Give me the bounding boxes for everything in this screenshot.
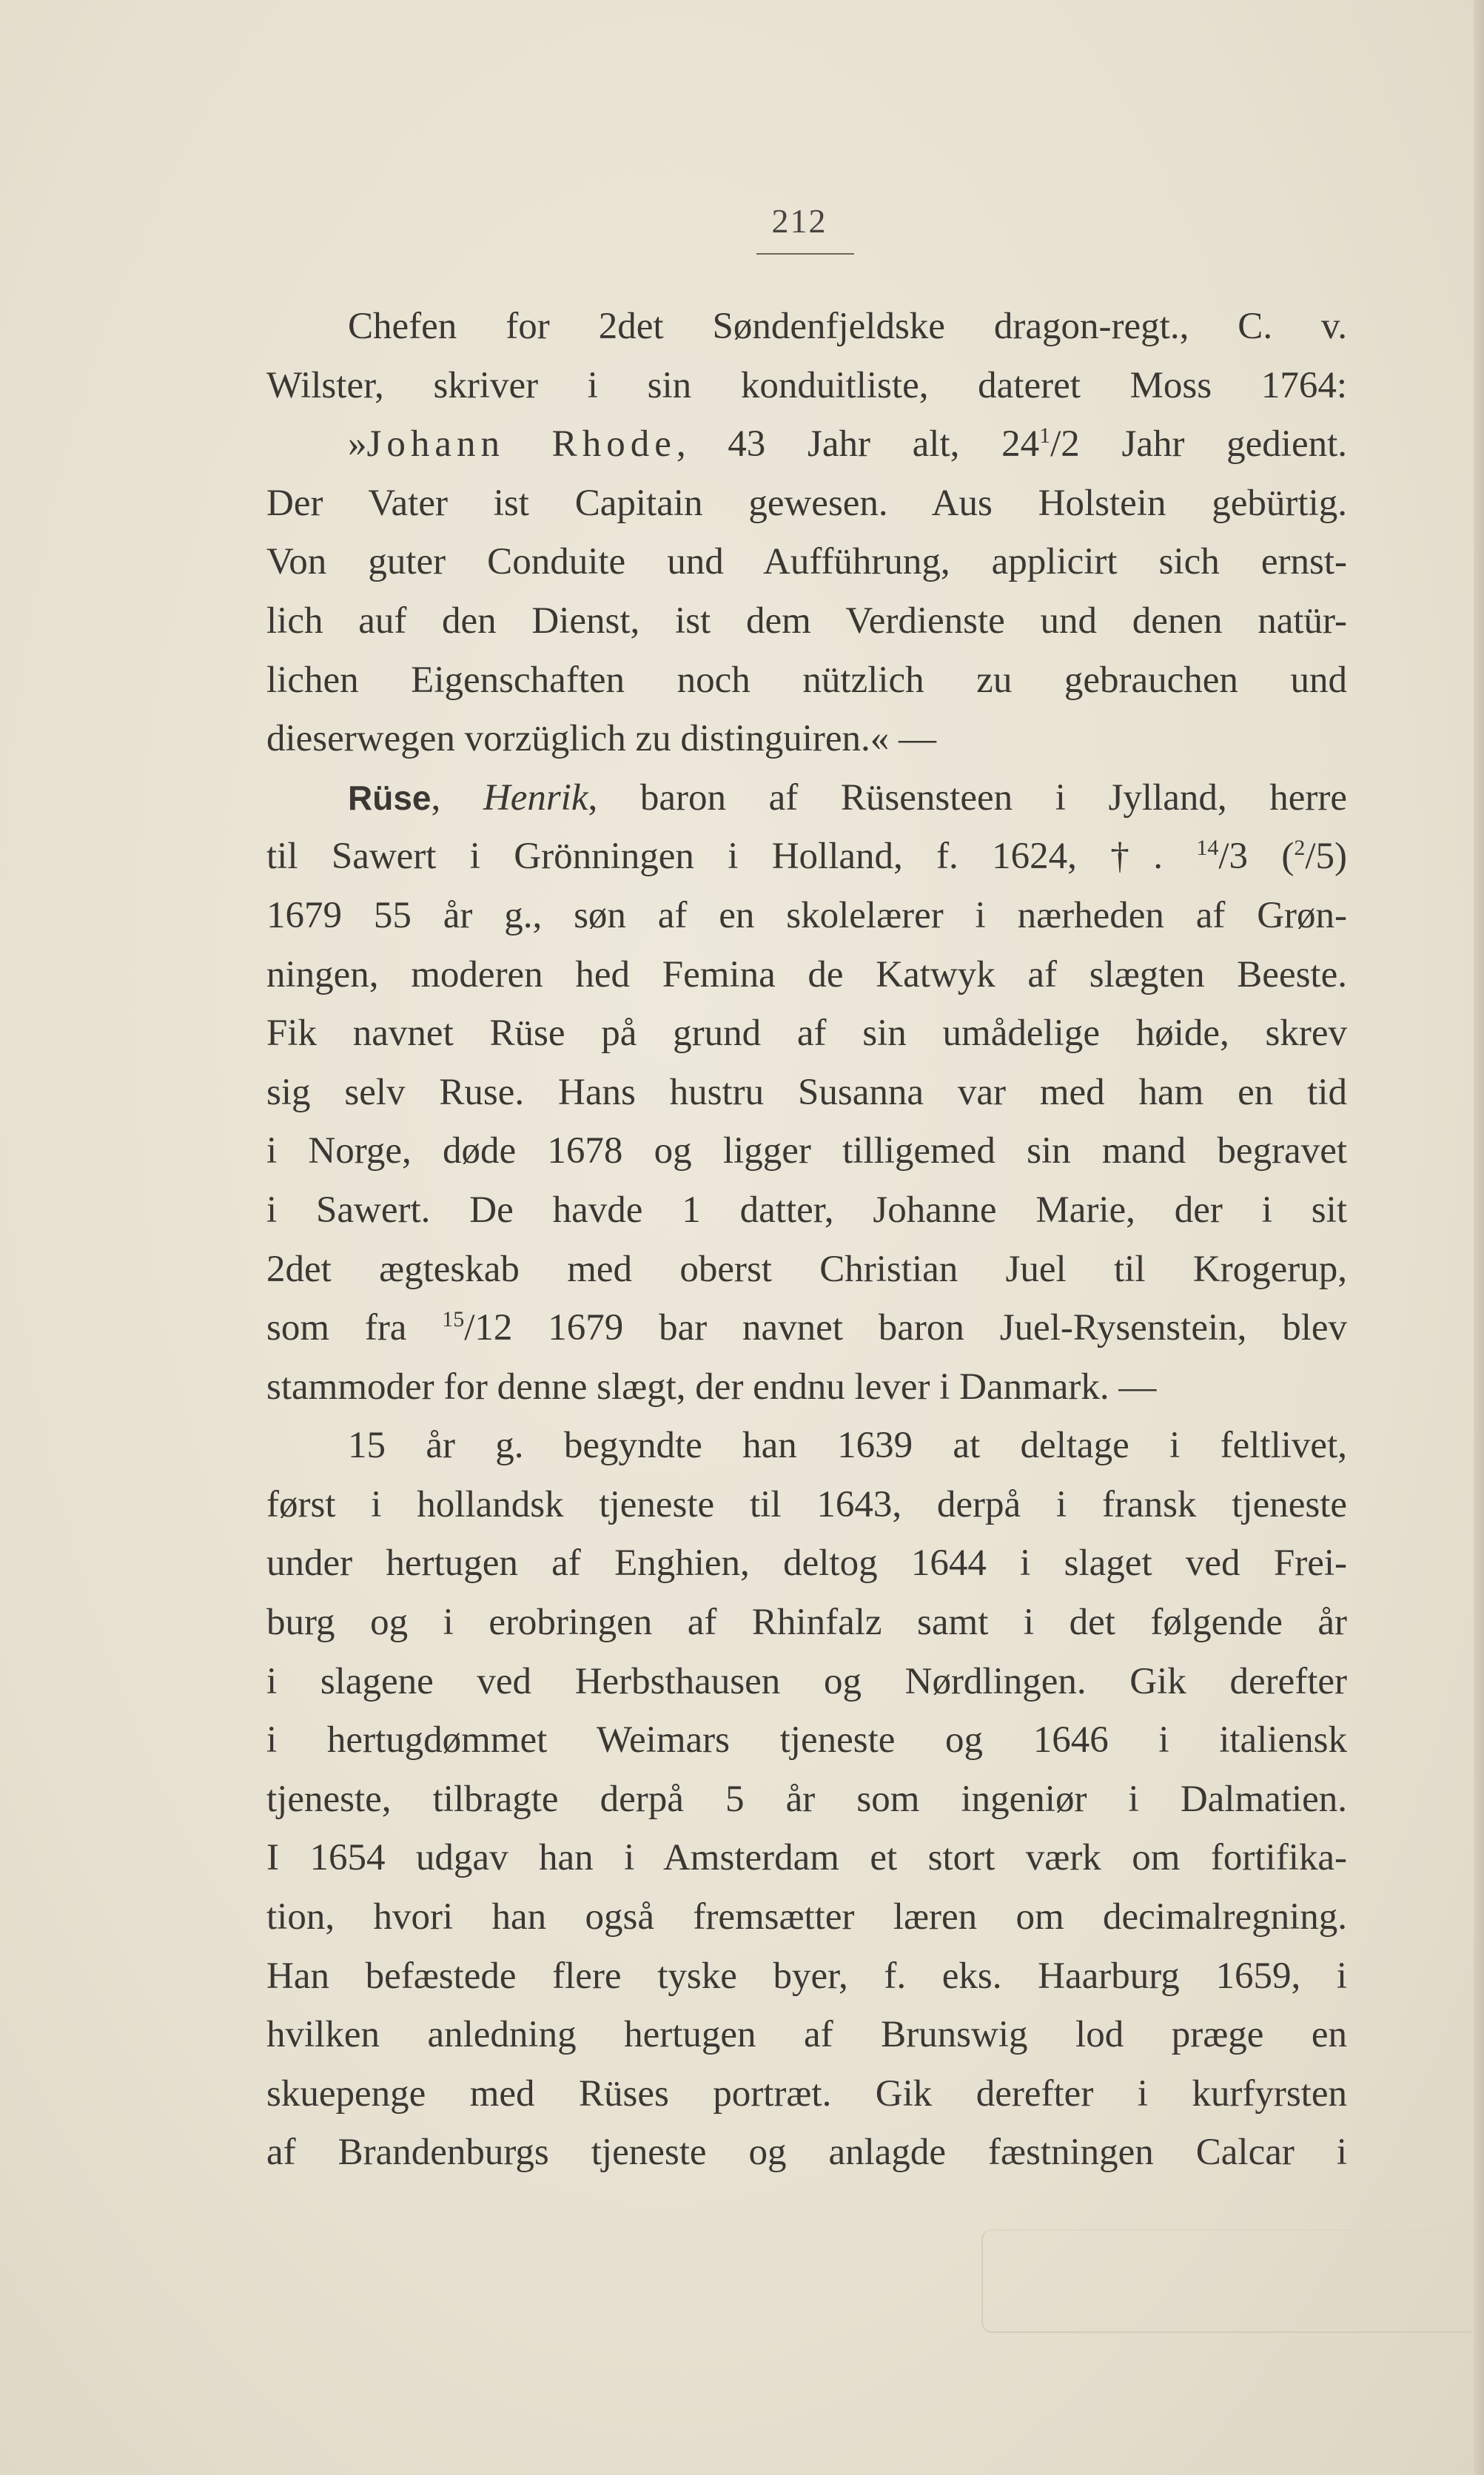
text-line [266,2123,1347,2183]
text-segment: Han befæstede flere tyske byer, f. eks. Haarburg 1659, i [266,1955,1347,1997]
text-line [266,1064,1347,1123]
text-line [266,1829,1347,1888]
text-segment: Rüse [348,778,432,817]
text-line [266,651,1347,711]
text-segment: 2det ægteskab med oberst Christian Juel til Krogerup, [266,1248,1347,1290]
text-line [266,1653,1347,1712]
text-segment: 2 [1294,836,1306,861]
text-segment: 1679 55 år g., søn af en skolelærer i nærheden af Grøn- [266,894,1347,936]
text-line [266,1004,1347,1064]
text-segment: i hertugdømmet Weimars tjeneste og 1646 i italiensk [266,1719,1347,1762]
text-segment: hvilken anledning hertugen af Brunswig lod præge en [266,2014,1347,2056]
text-segment: /12 1679 bar navnet baron Juel-Rysenstein, blev [464,1307,1347,1349]
text-segment: 14 [1196,836,1219,861]
text-segment: /3 ( [1218,836,1295,878]
text-segment: 2 [1061,423,1080,466]
text-segment: i Norge, døde 1678 og ligger tilligemed sin mand begravet [266,1130,1347,1172]
text-line [266,1947,1347,2006]
text-segment: /5) [1305,836,1347,878]
page-edge [1474,0,1484,2475]
text-segment: , 43 Jahr alt, 24 [676,423,1040,466]
text-segment: Chefen for 2det Søndenfjeldske dragon-regt., C. v. [348,306,1347,347]
text-line [266,1594,1347,1653]
text-segment: tjeneste, tilbragte derpå 5 år som ingeniør i Dalmatien. [266,1778,1347,1820]
text-segment: » [348,423,367,466]
text-line [266,592,1347,651]
text-segment: af Brandenburgs tjeneste og anlagde fæstningen Calcar i [266,2132,1347,2174]
text-segment: Henrik [483,776,588,819]
paper-mark [981,2229,1471,2333]
text-segment: Der Vater ist Capitain gewesen. Aus Holstein gebürtig. [266,482,1347,524]
text-segment: lichen Eigenschaften noch nützlich zu gebrauchen und [266,659,1347,701]
text-segment: sig selv Ruse. Hans hustru Susanna var med ham en tid [266,1071,1347,1113]
text-line [266,533,1347,592]
text-line [266,474,1347,534]
text-segment: I 1654 udgav han i Amsterdam et stort værk om fortifika- [266,1837,1347,1879]
text-line [266,2065,1347,2124]
text-segment: burg og i erobringen af Rhinfalz samt i det følgende år [266,1602,1347,1644]
text-line [266,1181,1347,1240]
text-segment: 1 [1039,423,1051,449]
text-segment: ningen, moderen hed Femina de Katwyk af slægten Beeste. [266,953,1347,995]
text-segment: 15 år g. begyndte han 1639 at deltage i feltlivet, [348,1425,1347,1467]
text-line [266,1888,1347,1947]
text-segment: under hertugen af Enghien, deltog 1644 i slaget ved Frei- [266,1542,1347,1585]
text-segment: , baron af Rüsensteen i Jylland, herre [588,776,1347,819]
text-line [266,298,1347,357]
text-line [266,769,1347,828]
text-segment: Johann Rhode [366,423,676,466]
text-segment: tion, hvori han også fremsætter læren om decimalregning. [266,1896,1347,1938]
text-line [266,357,1347,416]
text-segment: i slagene ved Herbsthausen og Nørdlingen. Gik derefter [266,1660,1347,1702]
page-number: 212 [771,202,827,240]
text-line [266,710,1347,769]
text-line [266,1534,1347,1594]
text-line [266,1711,1347,1770]
text-line [266,1240,1347,1300]
text-segment: skuepenge med Rüses portræt. Gik derefter i kurfyrsten [266,2072,1347,2115]
text-segment: Fik navnet Rüse på grund af sin umådelige høide, skrev [266,1013,1347,1055]
text-segment: Von guter Conduite und Aufführung, applicirt sich ernst- [266,541,1347,583]
body-text [266,298,1347,2183]
text-segment: 15 [442,1307,465,1332]
text-segment: i Sawert. De havde 1 datter, Johanne Marie, der i sit [266,1189,1347,1231]
text-line [266,1770,1347,1830]
text-line [266,946,1347,1005]
text-segment: , [431,776,483,819]
text-segment: stammoder for denne slægt, der endnu lever i Danmark. — [266,1366,1157,1408]
text-line [266,827,1347,887]
text-line [266,415,1347,474]
text-segment: først i hollandsk tjeneste til 1643, derpå i fransk tjeneste [266,1483,1347,1525]
text-line [266,1358,1347,1417]
text-line [266,1122,1347,1181]
text-line [266,2006,1347,2065]
text-line [266,1299,1347,1358]
text-segment: dieserwegen vorzüglich zu distinguiren.« — [266,718,937,760]
text-segment: Jahr gedient. [1079,423,1347,466]
text-line [266,887,1347,946]
page-number-rule [756,253,854,255]
text-segment: som fra [266,1307,443,1349]
text-segment: lich auf den Dienst, ist dem Verdienste und denen natür- [266,600,1347,642]
text-line [266,1476,1347,1535]
text-segment: / [1050,423,1061,466]
text-segment: til Sawert i Grönningen i Holland, f. 1624, †. [266,836,1197,878]
text-segment: Wilster, skriver i sin konduitliste, dateret Moss 1764: [266,364,1347,406]
text-line [266,1417,1347,1476]
